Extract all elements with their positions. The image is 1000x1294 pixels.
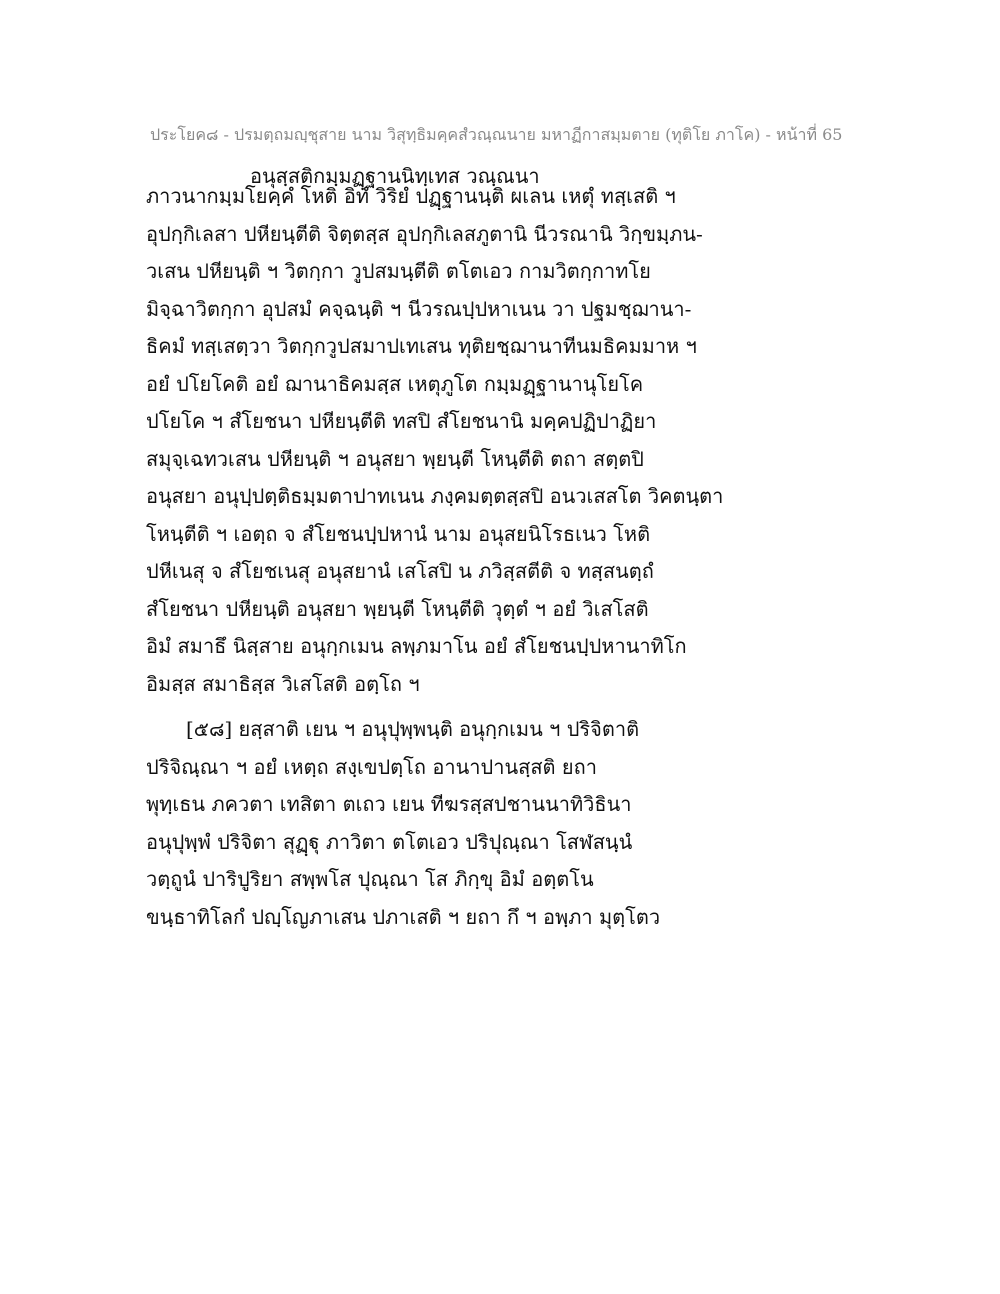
text-line: อยํ ปโยโคติ อยํ ฌานาธิคมสฺส เหตุภูโต กมฺมฏฺฐานานุโยโค <box>146 371 644 396</box>
text-line: ปโยโค ฯ สํโยชนา ปหียนฺตีติ ทสปิ สํโยชนานิ มคฺคปฏิปาฏิยา <box>146 409 657 433</box>
running-header: ประโยค๘ - ปรมตฺถมญฺชุสาย นาม วิสุทฺธิมคฺคสํวณฺณนาย มหาฏีกาสมฺมตาย (ทุติโย ภาโค) - หน้าที่ 65 <box>150 125 843 144</box>
paragraph-gap <box>146 703 866 711</box>
text-line: วเสน ปหียนฺติ ฯ วิตกฺกา วูปสมนฺตีติ ตโตเอว กามวิตกฺกาทโย <box>146 259 651 283</box>
section-heading: อนุสฺสติกมฺมฏฺฐานนิทฺเทส วณฺณนา <box>250 164 540 188</box>
text-line: สมุจฺเฉทวเสน ปหียนฺติ ฯ อนุสยา พฺยนฺตี โหนฺตีติ ตถา สตฺตปิ <box>146 446 644 471</box>
text-line: อิมํ สมาธึ นิสฺสาย อนุกฺกเมน ลพฺภมาโน อยํ สํโยชนปฺปหานาทิโก <box>146 634 687 658</box>
text-line: สํโยชนา ปหียนฺติ อนุสยา พฺยนฺตี โหนฺตีติ วุตฺตํ ฯ อยํ วิเสโสติ <box>146 596 649 621</box>
text-line: อนุสยา อนุปฺปตฺติธมฺมตาปาทเนน ภงฺคมตฺตสฺสปิ อนวเสสโต วิคตนฺตา <box>146 484 724 508</box>
text-line: ปริจิณฺณา ฯ อยํ เหตฺถ สงฺเขปตฺโถ อานาปานสฺสติ ยถา <box>146 754 597 779</box>
text-line: [๕๘] ยสฺสาติ เยน ฯ อนุปุพฺพนฺติ อนุกฺกเมน ฯ ปริจิตาติ <box>186 717 640 741</box>
text-line: อุปกฺกิเลสา ปหียนฺตีติ จิตฺตสฺส อุปกฺกิเลสภูตานิ นีวรณานิ วิกฺขมฺภน- <box>146 221 703 246</box>
paragraph-2 <box>146 711 866 936</box>
text-line: มิจฺฉาวิตกฺกา อุปสมํ คจฺฉนฺติ ฯ นีวรณปฺปหาเนน วา ปฐมชฺฌานา- <box>146 296 692 321</box>
paragraph-1 <box>146 178 866 703</box>
text-line: พุทฺเธน ภควตา เทสิตา ตเถว เยน ทีฆรสฺสปชานนาทิวิธินา <box>146 792 632 816</box>
body-text <box>146 178 866 936</box>
text-line: ปหีเนสุ จ สํโยชเนสุ อนุสยานํ เสโสปิ น ภวิสฺสตีติ จ ทสฺสนตฺถํ <box>146 559 654 583</box>
text-line: ขนฺธาทิโลกํ ปญฺโญภาเสน ปภาเสติ ฯ ยถา กึ ฯ อพฺภา มุตฺโตว <box>146 904 661 929</box>
text-line: อนุปุพฺพํ ปริจิตา สุฏฺฐุ ภาวิตา ตโตเอว ปริปุณฺณา โสฬสนฺนํ <box>146 829 633 854</box>
text-line: โหนฺตีติ ฯ เอตฺถ จ สํโยชนปฺปหานํ นาม อนุสยนิโรธเนว โหติ <box>146 521 651 546</box>
text-line: วตฺถูนํ ปาริปูริยา สพฺพโส ปุณฺณา โส ภิกฺขุ อิมํ อตฺตโน <box>146 867 594 891</box>
text-line: ภาวนากมฺมโยคฺคํ โหติ อิทํ วิริยํ ปฏฺฐานนฺติ ผเลน เหตุํ ทสฺเสติ ฯ <box>146 184 676 208</box>
text-line: ธิคมํ ทสฺเสตฺวา วิตกฺกวูปสมาปเทเสน ทุติยชฺฌานาทีนมธิคมมาห ฯ <box>146 334 697 358</box>
text-line: อิมสฺส สมาธิสฺส วิเสโสติ อตฺโถ ฯ <box>146 671 420 696</box>
